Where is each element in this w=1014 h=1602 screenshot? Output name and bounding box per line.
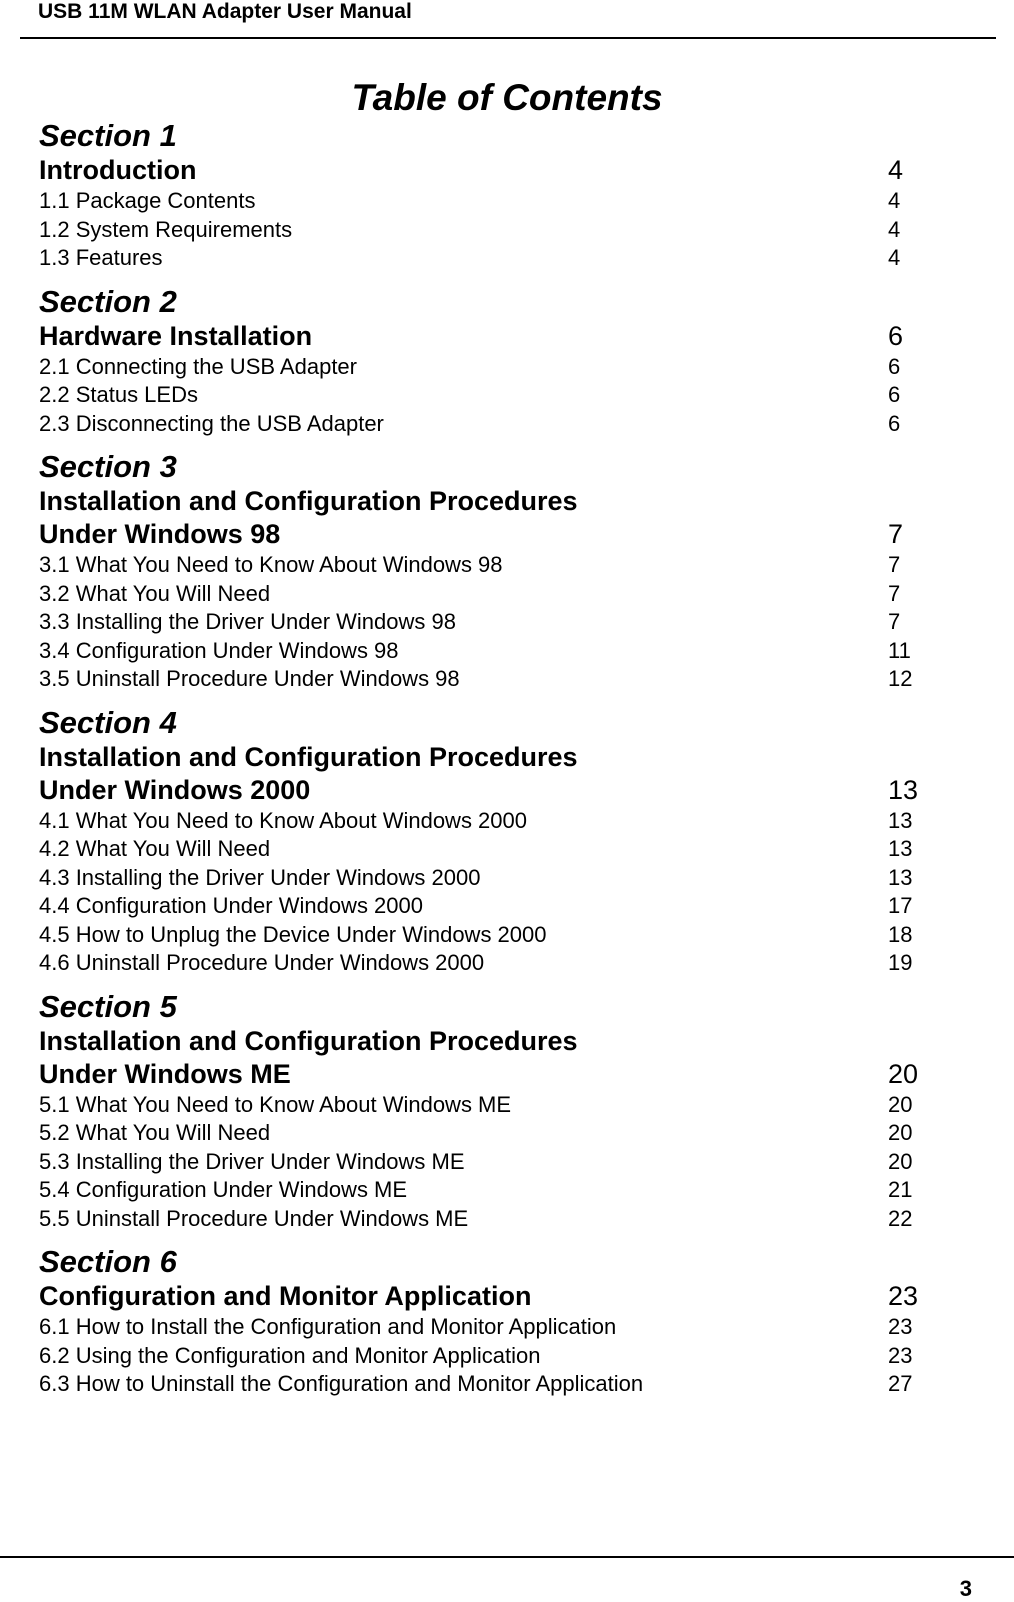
- toc-entry-page: 7: [888, 609, 901, 634]
- toc-entry-page: 13: [888, 807, 913, 833]
- toc-entry-label: 3.4 Configuration Under Windows 98: [39, 637, 399, 663]
- toc-title: Table of Contents: [351, 77, 663, 118]
- toc-entry[interactable]: [39, 410, 969, 439]
- section-heading[interactable]: [39, 485, 969, 518]
- toc-entry-label: 4.4 Configuration Under Windows 2000: [39, 893, 424, 918]
- toc-entry-label: 5.3 Installing the Driver Under Windows ME: [39, 1148, 465, 1174]
- toc-entry-page: 4: [888, 245, 901, 270]
- toc-entry[interactable]: [39, 381, 969, 410]
- section-label: Section 5: [39, 988, 177, 1024]
- toc-section: [39, 118, 969, 273]
- section-label: Section 2: [39, 283, 177, 319]
- toc-entry-page: 4: [888, 216, 901, 242]
- section-heading-page: 20: [888, 1058, 919, 1089]
- toc-entry-label: 3.2 What You Will Need: [39, 580, 271, 606]
- toc-entry[interactable]: [39, 1119, 969, 1148]
- toc-entry[interactable]: [39, 580, 969, 609]
- toc-entry-page: 22: [888, 1205, 913, 1231]
- section-label: Section 3: [39, 449, 177, 484]
- section-heading-page: 23: [888, 1281, 919, 1311]
- toc-entry-label: 5.5 Uninstall Procedure Under Windows ME: [39, 1205, 469, 1231]
- toc-entry-label: 1.1 Package Contents: [39, 188, 256, 213]
- footer-rule: [0, 1556, 1014, 1558]
- toc-entry-label: 4.1 What You Need to Know About Windows 2000: [39, 807, 527, 833]
- toc-entry-label: 3.1 What You Need to Know About Windows 98: [39, 552, 503, 577]
- toc-entry[interactable]: [39, 1370, 969, 1399]
- toc-entry-label: 6.2 Using the Configuration and Monitor Application: [39, 1342, 541, 1368]
- toc-entry-label: 6.3 How to Uninstall the Configuration and Monitor Application: [39, 1371, 644, 1396]
- section-heading[interactable]: [39, 1025, 969, 1058]
- toc-entry[interactable]: [39, 921, 969, 950]
- toc-entry[interactable]: [39, 864, 969, 893]
- section-heading-text: Under Windows ME: [39, 1058, 291, 1089]
- page-number: 3: [959, 1576, 972, 1601]
- table-of-contents: [39, 118, 969, 1410]
- toc-entry-label: 1.3 Features: [39, 245, 163, 270]
- toc-entry[interactable]: [39, 949, 969, 978]
- toc-entry-label: 2.3 Disconnecting the USB Adapter: [39, 410, 384, 436]
- toc-entry-page: 13: [888, 864, 913, 890]
- toc-entry[interactable]: [39, 244, 969, 273]
- toc-entry[interactable]: [39, 608, 969, 637]
- section-heading[interactable]: [39, 320, 969, 353]
- toc-entry-page: 20: [888, 1091, 913, 1117]
- section-heading[interactable]: [39, 741, 969, 774]
- toc-entry-page: 17: [888, 893, 913, 918]
- toc-entry-page: 13: [888, 836, 913, 861]
- toc-entry-label: 3.3 Installing the Driver Under Windows 98: [39, 609, 456, 634]
- section-heading-text: Installation and Configuration Procedures: [39, 741, 578, 772]
- toc-section: [39, 449, 969, 694]
- toc-entry-label: 2.2 Status LEDs: [39, 382, 198, 407]
- toc-entry[interactable]: [39, 1205, 969, 1234]
- section-heading-text: Hardware Installation: [39, 320, 313, 351]
- section-heading-text: Under Windows 2000: [39, 774, 311, 805]
- section-heading-text: Introduction: [39, 155, 197, 185]
- toc-entry-label: 5.1 What You Need to Know About Windows ME: [39, 1091, 512, 1117]
- toc-entry-label: 4.2 What You Will Need: [39, 836, 271, 861]
- section-heading-page: 4: [888, 155, 904, 185]
- toc-entry-label: 3.5 Uninstall Procedure Under Windows 98: [39, 666, 460, 691]
- section-heading-text: Installation and Configuration Procedures: [39, 1025, 578, 1056]
- section-label: Section 6: [39, 1244, 177, 1279]
- header-rule: [20, 37, 996, 39]
- toc-entry[interactable]: [39, 216, 969, 245]
- toc-entry-page: 6: [888, 410, 901, 436]
- toc-entry[interactable]: [39, 835, 969, 864]
- toc-entry-page: 23: [888, 1314, 913, 1339]
- toc-entry-label: 2.1 Connecting the USB Adapter: [39, 353, 357, 379]
- section-heading-text: Under Windows 98: [39, 519, 281, 549]
- toc-section: [39, 989, 969, 1234]
- section-heading[interactable]: [39, 774, 969, 807]
- toc-entry-page: 20: [888, 1120, 913, 1145]
- toc-entry[interactable]: [39, 187, 969, 216]
- toc-entry[interactable]: [39, 807, 969, 836]
- toc-entry-page: 7: [888, 552, 901, 577]
- toc-entry-page: 4: [888, 188, 901, 213]
- section-label: Section 4: [39, 704, 177, 740]
- toc-entry-page: 12: [888, 666, 913, 691]
- toc-entry-page: 6: [888, 382, 901, 407]
- toc-section: [39, 284, 969, 439]
- section-heading[interactable]: [39, 1280, 969, 1313]
- toc-entry-page: 11: [888, 637, 911, 663]
- toc-entry-page: 23: [888, 1342, 913, 1368]
- section-heading-page: 13: [888, 774, 919, 805]
- toc-entry[interactable]: [39, 1342, 969, 1371]
- toc-entry-page: 21: [888, 1177, 913, 1202]
- toc-entry-page: 18: [888, 921, 913, 947]
- section-heading-page: 7: [888, 519, 904, 549]
- toc-entry-label: 4.6 Uninstall Procedure Under Windows 2000: [39, 950, 485, 975]
- toc-entry[interactable]: [39, 551, 969, 580]
- toc-entry-label: 1.2 System Requirements: [39, 216, 293, 242]
- toc-entry-page: 27: [888, 1371, 913, 1396]
- toc-entry-label: 6.1 How to Install the Configuration and Monitor Application: [39, 1314, 617, 1339]
- section-heading-text: Configuration and Monitor Application: [39, 1281, 532, 1311]
- toc-entry[interactable]: [39, 1176, 969, 1205]
- toc-entry[interactable]: [39, 1313, 969, 1342]
- running-header: USB 11M WLAN Adapter User Manual: [38, 0, 412, 23]
- section-label: Section 1: [39, 118, 177, 153]
- section-heading[interactable]: [39, 1058, 969, 1091]
- toc-entry-page: 7: [888, 580, 901, 606]
- toc-entry[interactable]: [39, 637, 969, 666]
- toc-section: [39, 705, 969, 978]
- toc-entry[interactable]: [39, 665, 969, 694]
- toc-entry-page: 20: [888, 1148, 913, 1174]
- toc-entry-page: 19: [888, 950, 913, 975]
- toc-entry-page: 6: [888, 353, 901, 379]
- section-heading[interactable]: [39, 518, 969, 551]
- section-heading-page: 6: [888, 320, 904, 351]
- toc-entry[interactable]: [39, 353, 969, 382]
- toc-entry[interactable]: [39, 1091, 969, 1120]
- toc-section: [39, 1244, 969, 1399]
- toc-entry-label: 4.5 How to Unplug the Device Under Windows 2000: [39, 921, 547, 947]
- toc-entry[interactable]: [39, 1148, 969, 1177]
- toc-entry[interactable]: [39, 892, 969, 921]
- toc-entry-label: 4.3 Installing the Driver Under Windows 2000: [39, 864, 481, 890]
- toc-entry-label: 5.2 What You Will Need: [39, 1120, 271, 1145]
- section-heading[interactable]: [39, 154, 969, 187]
- toc-entry-label: 5.4 Configuration Under Windows ME: [39, 1177, 408, 1202]
- section-heading-text: Installation and Configuration Procedures: [39, 486, 578, 516]
